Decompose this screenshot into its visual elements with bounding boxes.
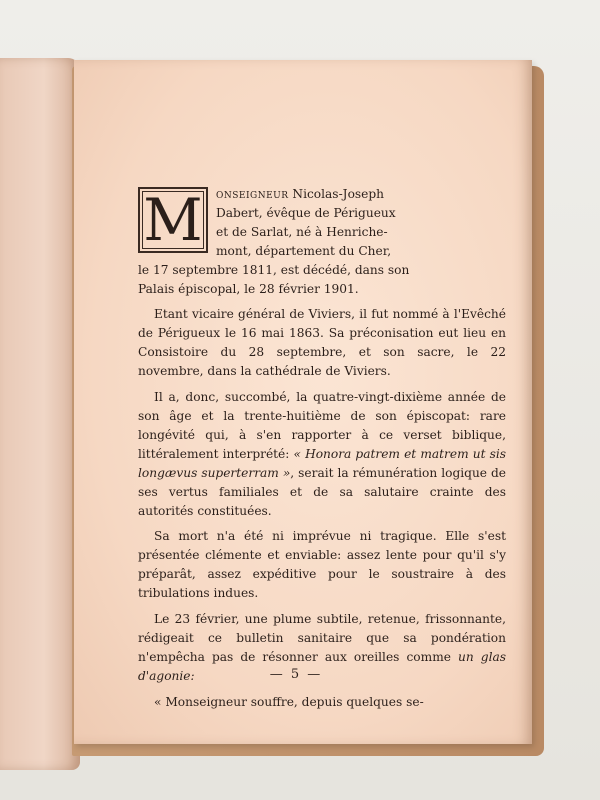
page-text <box>138 185 506 719</box>
paragraph-6: « Monseigneur souffre, depuis quelques se- <box>154 694 424 709</box>
p3-after: , serait la rémunération logique de ses vertus familiales et de sa salutaire crainte des autorités constituées. <box>138 465 506 518</box>
drop-cap: M <box>138 187 208 253</box>
p1-line3: et de Sarlat, né à Henriche- <box>216 224 388 239</box>
left-page-edge <box>0 58 80 770</box>
p1-line2: Dabert, évêque de Périgueux <box>216 205 396 220</box>
paragraph-1 <box>138 185 506 298</box>
paragraph-3 <box>138 388 506 520</box>
page-number: — 5 — <box>269 667 323 682</box>
p1-line1: Nicolas-Joseph <box>288 187 385 201</box>
p1-line4: mont, département du Cher, <box>216 243 392 258</box>
latin-quote: « Honora patrem et matrem ut sis longævus superterram » <box>138 446 507 480</box>
p3-before: Il a, donc, succombé, la quatre-vingt-dixième année de son âge et la trente-huitième de son épiscopat: rare longévité qui, à s'en rapporter à ce verset biblique, littéralement interprété: <box>138 390 506 461</box>
paragraph-2: Etant vicaire général de Viviers, il fut nommé à l'Evêché de Périgueux le 16 mai 1863. Sa préconisation eut lieu en Consistoire du 28 septembre, et son sacre, le 22 novembre, dans la cathédrale de Viviers. <box>138 307 506 379</box>
p1-line6: Palais épiscopal, le 28 février 1901. <box>138 281 359 296</box>
p5-before: Le 23 février, une plume subtile, retenue, frissonnante, rédigeait ce bulletin sanitaire que sa pondération n'empêcha pas de résonner aux oreilles comme <box>138 612 506 664</box>
opening-smallcaps: onseigneur <box>216 187 289 201</box>
p5-italic: un glas d'agonie: <box>138 649 507 683</box>
paragraph-4: Sa mort n'a été ni imprévue ni tragique. Elle s'est présentée clémente et enviable: assez lente pour qu'il s'y préparât, assez expéditive pour le soustraire à des tribulations indues. <box>138 529 506 601</box>
p1-line5: le 17 septembre 1811, est décédé, dans son <box>138 262 410 277</box>
